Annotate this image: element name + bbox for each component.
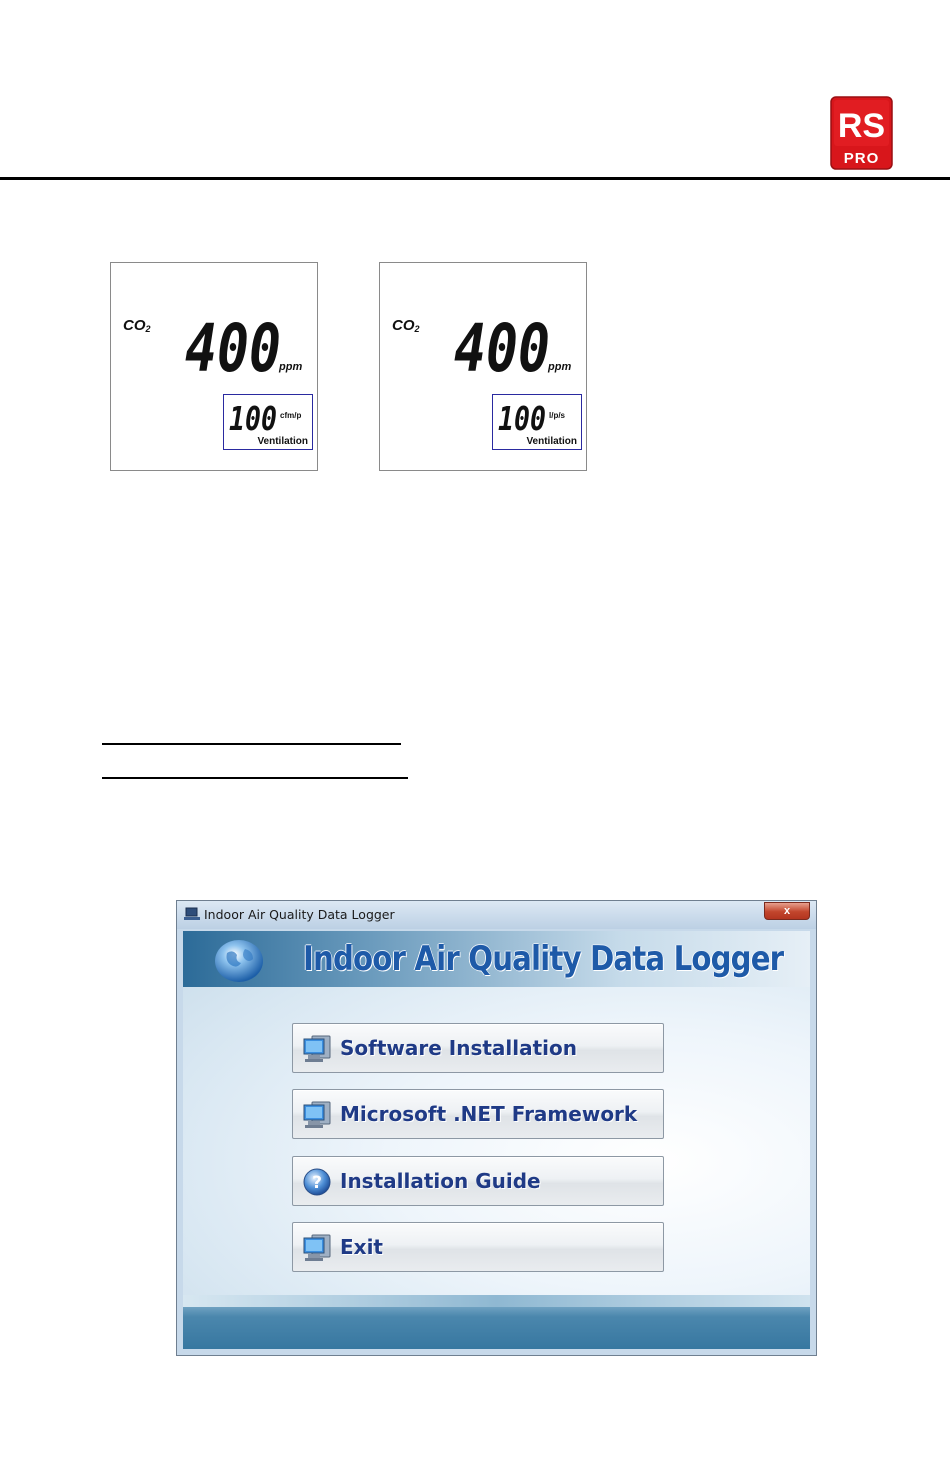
computer-icon — [302, 1233, 334, 1263]
globe-icon — [213, 939, 265, 983]
svg-text:400: 400 — [185, 313, 281, 373]
lcd-panel-cfm — [110, 262, 318, 471]
banner — [183, 931, 810, 987]
button-label: Software Installation — [340, 1036, 578, 1060]
underline-rule — [102, 743, 401, 745]
ventilation-unit: cfm/p — [280, 411, 302, 420]
svg-text:100: 100 — [229, 401, 277, 431]
computer-icon — [302, 1034, 334, 1064]
logo-bottom-text: PRO — [843, 150, 880, 167]
ventilation-reading — [229, 401, 277, 431]
dotnet-framework-button[interactable] — [292, 1089, 664, 1139]
banner-title: Indoor Air Quality Data Logger — [303, 939, 784, 979]
lcd-panel-lps — [379, 262, 587, 471]
ventilation-box — [492, 394, 582, 450]
button-label: Exit — [340, 1235, 383, 1259]
button-label: Microsoft .NET Framework — [340, 1102, 638, 1126]
co2-label: $CO_2$ — [392, 317, 420, 334]
ventilation-label: Ventilation — [257, 436, 308, 447]
co2-reading — [185, 313, 281, 373]
rs-pro-logo — [830, 96, 893, 170]
close-button[interactable]: x — [764, 902, 810, 920]
svg-text:?: ? — [312, 1173, 322, 1193]
ventilation-box — [223, 394, 313, 450]
app-window — [176, 900, 817, 1356]
logo-top-text: RS — [837, 107, 886, 145]
co2-label: $CO_2$ — [123, 317, 151, 334]
ppm-unit: ppm — [279, 361, 303, 373]
header-rule — [0, 177, 950, 180]
installation-guide-button[interactable] — [292, 1156, 664, 1206]
ppm-unit: ppm — [548, 361, 572, 373]
ventilation-reading — [498, 401, 546, 431]
footer-stripe — [183, 1295, 810, 1307]
footer-band — [183, 1295, 810, 1349]
computer-icon — [302, 1100, 334, 1130]
button-label: Installation Guide — [340, 1169, 541, 1193]
software-installation-button[interactable] — [292, 1023, 664, 1073]
svg-text:100: 100 — [498, 401, 546, 431]
ventilation-label: Ventilation — [526, 436, 577, 447]
app-icon — [184, 907, 200, 921]
window-titlebar[interactable] — [177, 901, 816, 929]
svg-text:400: 400 — [454, 313, 550, 373]
help-icon — [302, 1167, 334, 1197]
window-title: Indoor Air Quality Data Logger — [204, 907, 395, 922]
window-client — [183, 931, 810, 1349]
co2-reading — [454, 313, 550, 373]
underline-rule — [102, 777, 408, 779]
exit-button[interactable] — [292, 1222, 664, 1272]
ventilation-unit: l/p/s — [549, 411, 566, 420]
